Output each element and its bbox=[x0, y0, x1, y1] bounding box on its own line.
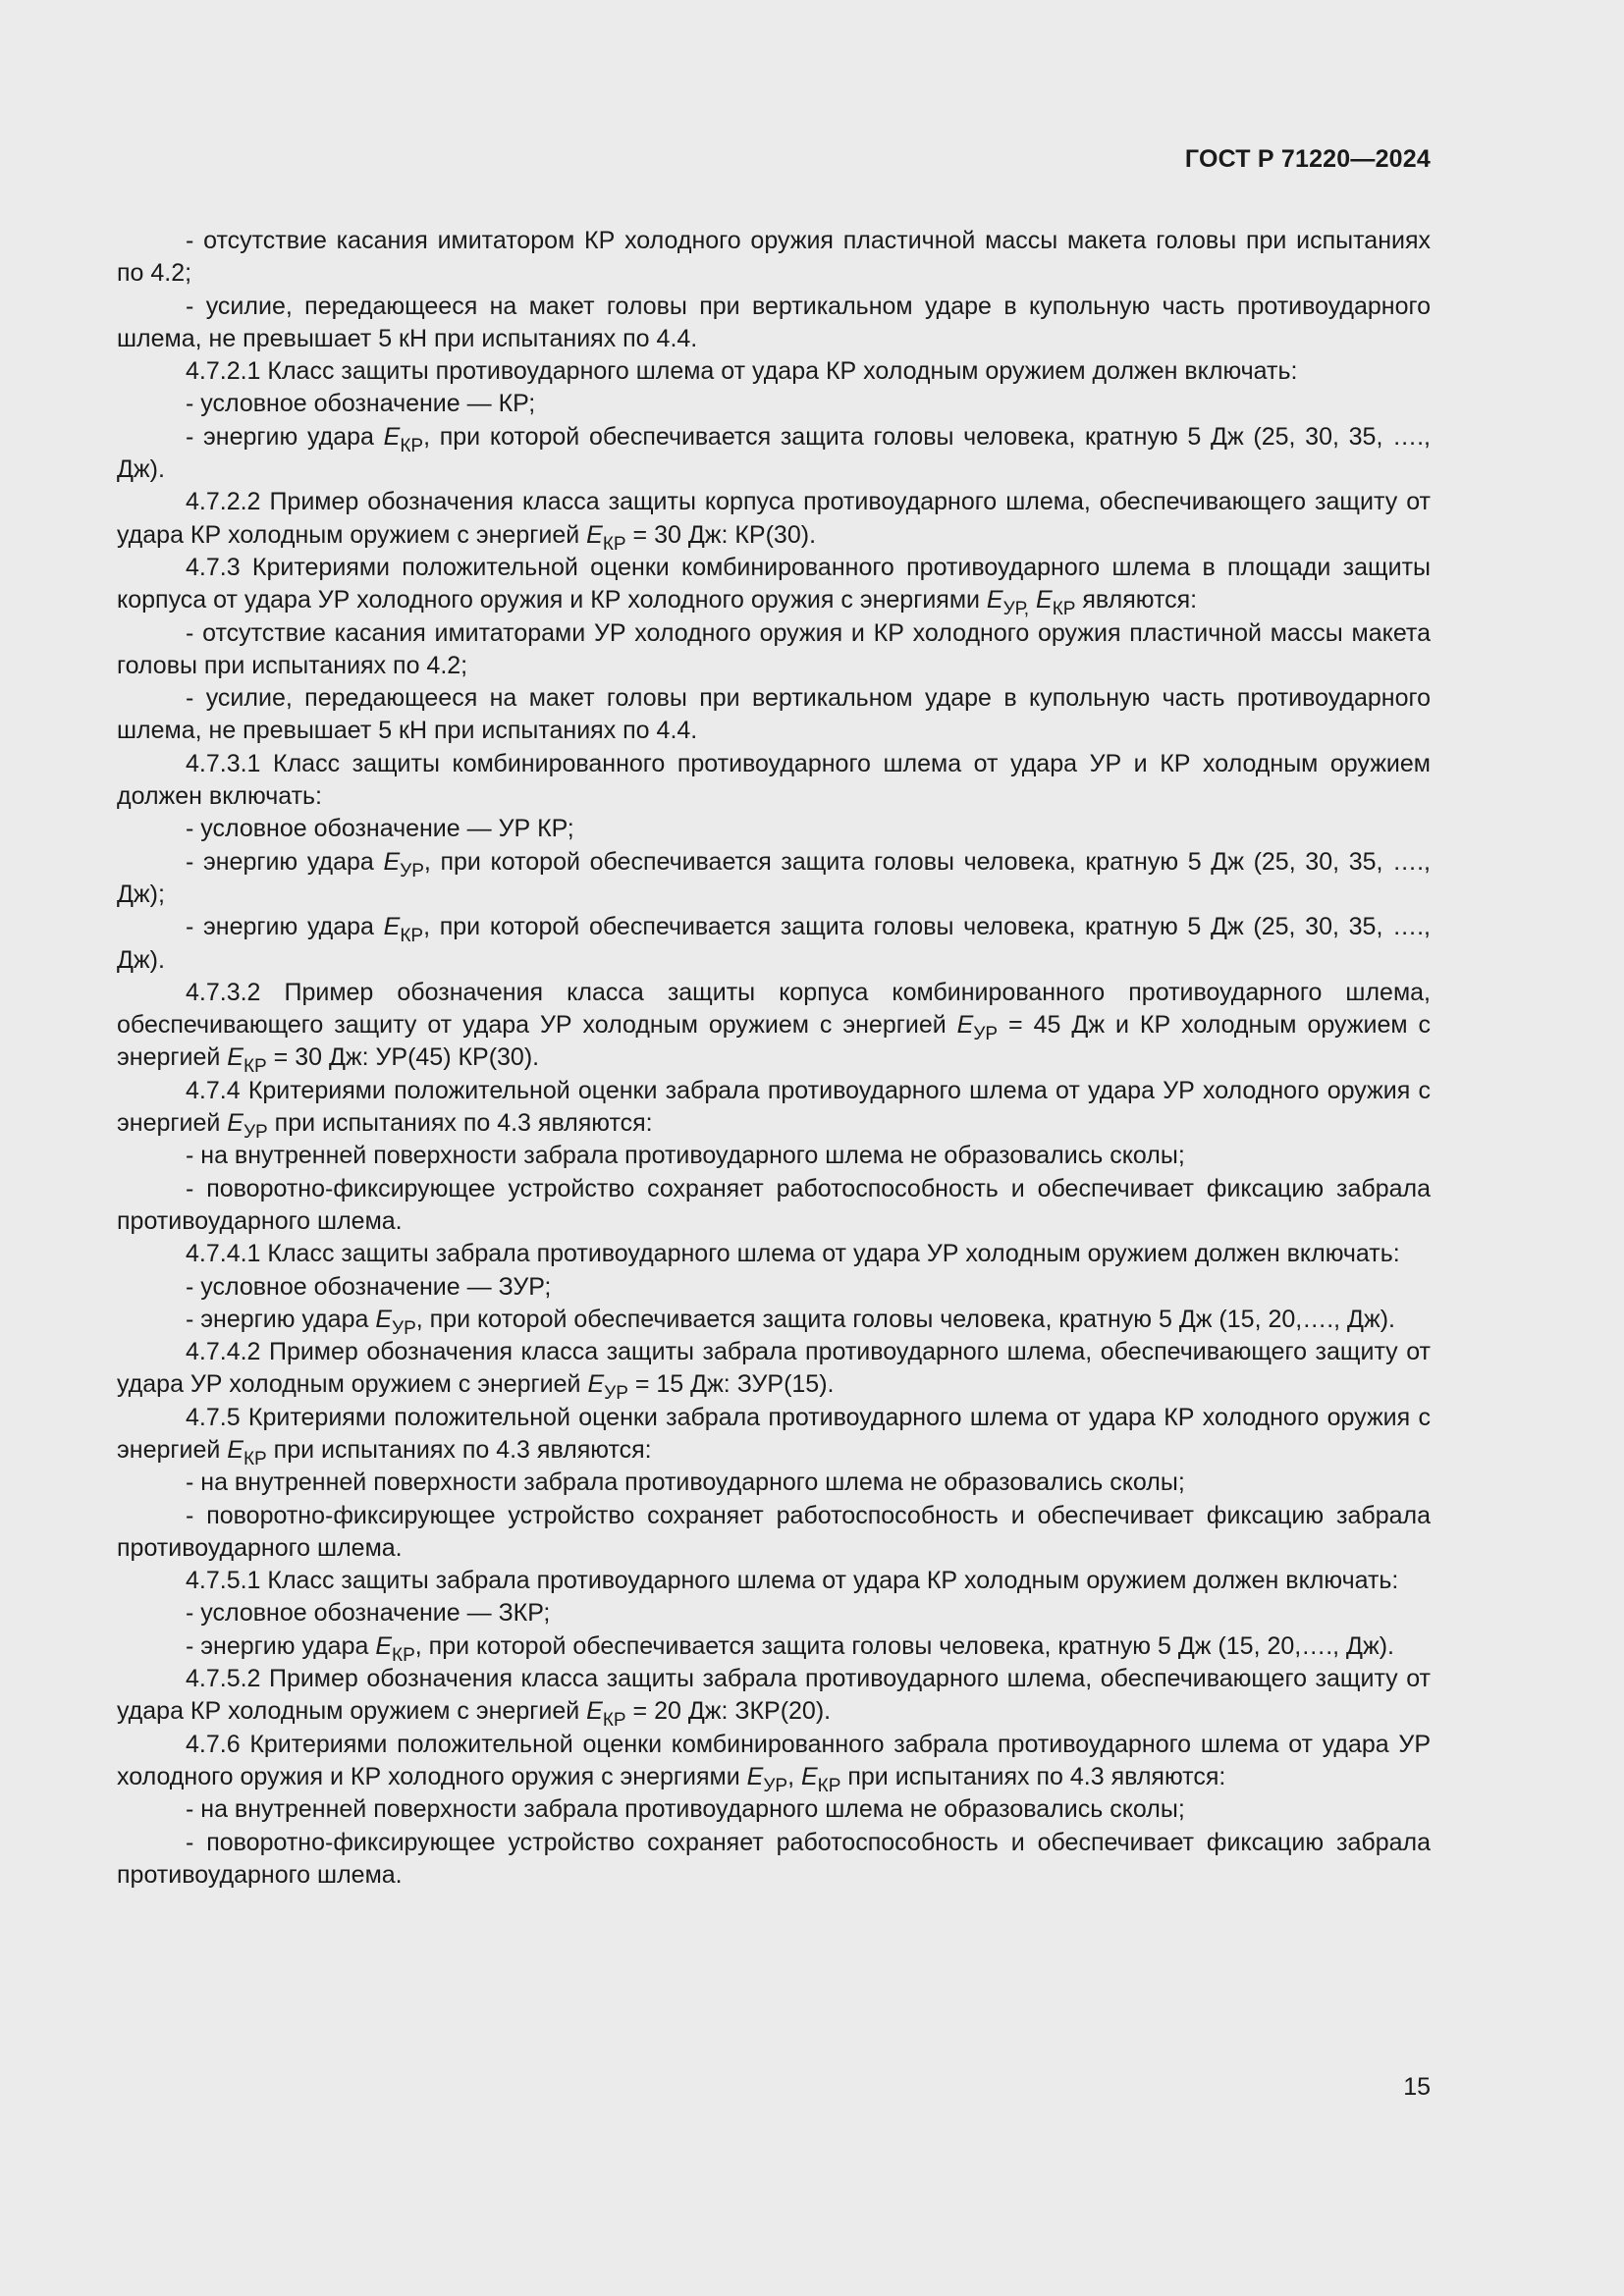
text-run: = 15 Дж: ЗУР(15). bbox=[627, 1370, 835, 1399]
paragraph bbox=[117, 813, 1431, 845]
symbol-letter: E bbox=[227, 1435, 244, 1464]
symbol-letter: E bbox=[986, 586, 1003, 614]
symbol-subscript: УР bbox=[243, 1122, 268, 1144]
energy-symbol bbox=[375, 1305, 416, 1339]
text-run: - энергию удара bbox=[186, 847, 384, 876]
paragraph bbox=[117, 1630, 1431, 1666]
energy-symbol bbox=[586, 520, 626, 555]
text-run: - усилие, передающееся на макет головы при вертикальном ударе в купольную часть противоударного шлема, не превышает 5 кН при испытаниях по 4.4. bbox=[117, 292, 1431, 352]
symbol-subscript: УР bbox=[604, 1383, 628, 1405]
text-run: , при которой обеспечивается защита головы человека, кратную 5 Дж (15, 20,…., Дж). bbox=[414, 1631, 1394, 1660]
paragraph bbox=[117, 1597, 1431, 1629]
symbol-subscript: УР, bbox=[1002, 599, 1030, 620]
text-run: - условное обозначение — УР КР; bbox=[186, 815, 574, 843]
text-run: - энергию удара bbox=[186, 1305, 376, 1333]
paragraph bbox=[117, 682, 1431, 748]
energy-symbol bbox=[800, 1762, 841, 1796]
text-run: - на внутренней поверхности забрала противоударного шлема не образовались сколы; bbox=[186, 1795, 1185, 1824]
text-run: - условное обозначение — ЗКР; bbox=[186, 1599, 551, 1628]
paragraph bbox=[117, 1271, 1431, 1304]
symbol-letter: E bbox=[375, 1631, 393, 1660]
energy-symbol bbox=[586, 1697, 626, 1732]
paragraph bbox=[117, 421, 1431, 487]
energy-symbol bbox=[1036, 586, 1076, 620]
symbol-letter: E bbox=[1036, 586, 1053, 614]
symbol-subscript: УР bbox=[392, 1317, 416, 1339]
text-run: - поворотно-фиксирующее устройство сохраняет работоспособность и обеспечивает фиксацию забрала противоударного шлема. bbox=[117, 1501, 1431, 1562]
text-run: , bbox=[787, 1762, 801, 1790]
symbol-letter: E bbox=[800, 1762, 818, 1790]
energy-symbol bbox=[383, 847, 424, 881]
text-run: - энергию удара bbox=[186, 913, 384, 941]
energy-symbol bbox=[746, 1762, 788, 1796]
symbol-subscript: УР bbox=[400, 860, 424, 881]
energy-symbol bbox=[383, 913, 424, 947]
text-run: при испытаниях по 4.3 являются: bbox=[840, 1762, 1226, 1790]
text-run: 4.7.3.1 Класс защиты комбинированного противоударного шлема от удара УР и КР холодным оружием должен включать: bbox=[117, 749, 1431, 811]
energy-symbol bbox=[227, 1109, 268, 1144]
symbol-letter: E bbox=[746, 1762, 764, 1790]
paragraph bbox=[117, 748, 1431, 814]
paragraph bbox=[117, 1173, 1431, 1239]
document-header-code: ГОСТ Р 71220—2024 bbox=[1184, 145, 1431, 173]
paragraph bbox=[117, 1500, 1431, 1566]
symbol-subscript: КР bbox=[817, 1775, 841, 1796]
text-run: - отсутствие касания имитаторами УР холодного оружия и КР холодного оружия пластичной массы макета головы при испытаниях по 4.2; bbox=[117, 618, 1431, 679]
paragraph bbox=[117, 355, 1431, 388]
text-run: = 30 Дж: КР(30). bbox=[625, 520, 817, 549]
text-run: 4.7.4.2 Пример обозначения класса защиты забрала противоударного шлема, обеспечивающего защиту от удара УР холодным оружием с энергией bbox=[117, 1338, 1431, 1399]
text-run: = 20 Дж: ЗКР(20). bbox=[625, 1697, 832, 1726]
text-run bbox=[1029, 586, 1036, 614]
symbol-subscript: КР bbox=[602, 1710, 626, 1732]
text-run: - энергию удара bbox=[186, 1631, 376, 1660]
symbol-letter: E bbox=[587, 1370, 605, 1399]
energy-symbol bbox=[227, 1043, 267, 1078]
paragraph bbox=[117, 1565, 1431, 1597]
energy-symbol bbox=[383, 422, 424, 456]
paragraph bbox=[117, 388, 1431, 420]
text-run: при испытаниях по 4.3 являются: bbox=[266, 1435, 652, 1464]
energy-symbol bbox=[956, 1011, 999, 1045]
text-run: при испытаниях по 4.3 являются: bbox=[267, 1109, 653, 1138]
paragraph bbox=[117, 1402, 1431, 1468]
symbol-subscript: КР bbox=[400, 926, 424, 947]
symbol-letter: E bbox=[227, 1109, 244, 1138]
symbol-subscript: КР bbox=[243, 1056, 267, 1078]
symbol-letter: E bbox=[586, 520, 603, 549]
energy-symbol bbox=[375, 1631, 415, 1666]
paragraph bbox=[117, 617, 1431, 683]
symbol-letter: E bbox=[383, 847, 401, 876]
text-run: 4.7.2.2 Пример обозначения класса защиты корпуса противоударного шлема, обеспечивающего защиту от удара КР холодным оружием с энергией bbox=[117, 488, 1431, 549]
symbol-letter: E bbox=[383, 913, 401, 941]
symbol-subscript: УР bbox=[973, 1024, 999, 1045]
text-run: , при которой обеспечивается защита головы человека, кратную 5 Дж (15, 20,…., Дж). bbox=[415, 1305, 1395, 1333]
symbol-letter: E bbox=[586, 1697, 603, 1726]
text-run: - на внутренней поверхности забрала противоударного шлема не образовались сколы; bbox=[186, 1142, 1185, 1170]
text-run: 4.7.4.1 Класс защиты забрала противоударного шлема от удара УР холодным оружием должен включать: bbox=[186, 1240, 1400, 1268]
text-run: 4.7.4 Критериями положительной оценки забрала противоударного шлема от удара УР холодного оружия с энергией bbox=[117, 1076, 1431, 1138]
paragraph bbox=[117, 1663, 1431, 1732]
document-body bbox=[117, 225, 1431, 1892]
paragraph bbox=[117, 225, 1431, 291]
paragraph bbox=[117, 291, 1431, 356]
energy-symbol bbox=[986, 586, 1030, 620]
symbol-subscript: УР bbox=[763, 1775, 788, 1796]
text-run: - на внутренней поверхности забрала противоударного шлема не образовались сколы; bbox=[186, 1468, 1185, 1497]
text-run: - отсутствие касания имитатором КР холодного оружия пластичной массы макета головы при испытаниях по 4.2; bbox=[117, 227, 1431, 288]
energy-symbol bbox=[227, 1435, 267, 1469]
text-run: 4.7.6 Критериями положительной оценки комбинированного забрала противоударного шлема от удара УР холодного оружия и КР холодного оружия с энергиями bbox=[117, 1730, 1431, 1790]
text-run: = 45 Дж и КР холодным оружием с энергией bbox=[117, 1011, 1431, 1072]
text-run: - условное обозначение — КР; bbox=[186, 390, 536, 418]
text-run: - энергию удара bbox=[186, 422, 384, 451]
paragraph bbox=[117, 1336, 1431, 1405]
paragraph bbox=[117, 846, 1431, 912]
paragraph bbox=[117, 977, 1431, 1078]
text-run: - поворотно-фиксирующее устройство сохраняет работоспособность и обеспечивает фиксацию забрала противоударного шлема. bbox=[117, 1828, 1431, 1889]
text-run: 4.7.5 Критериями положительной оценки забрала противоударного шлема от удара КР холодного оружия с энергией bbox=[117, 1403, 1431, 1464]
paragraph bbox=[117, 1304, 1431, 1339]
text-run: , при которой обеспечивается защита головы человека, кратную 5 Дж (25, 30, 35, …., Дж). bbox=[117, 913, 1431, 974]
paragraph bbox=[117, 552, 1431, 620]
page-number: 15 bbox=[1403, 2073, 1431, 2101]
paragraph bbox=[117, 1729, 1431, 1794]
symbol-subscript: КР bbox=[243, 1448, 267, 1469]
text-run: являются: bbox=[1075, 586, 1198, 614]
paragraph bbox=[117, 1238, 1431, 1270]
symbol-subscript: КР bbox=[400, 435, 424, 456]
text-run: = 30 Дж: УР(45) КР(30). bbox=[266, 1043, 540, 1072]
paragraph bbox=[117, 1467, 1431, 1499]
text-run: 4.7.5.1 Класс защиты забрала противоударного шлема от удара КР холодным оружием должен включать: bbox=[186, 1567, 1399, 1595]
text-run: , при которой обеспечивается защита головы человека, кратную 5 Дж (25, 30, 35, …., Дж); bbox=[117, 847, 1431, 908]
symbol-subscript: КР bbox=[1052, 599, 1076, 620]
symbol-letter: E bbox=[956, 1011, 974, 1040]
paragraph bbox=[117, 1140, 1431, 1172]
paragraph bbox=[117, 1075, 1431, 1144]
text-run: 4.7.2.1 Класс защиты противоударного шлема от удара КР холодным оружием должен включать: bbox=[186, 357, 1298, 386]
text-run: - поворотно-фиксирующее устройство сохраняет работоспособность и обеспечивает фиксацию забрала противоударного шлема. bbox=[117, 1174, 1431, 1235]
text-run: 4.7.5.2 Пример обозначения класса защиты забрала противоударного шлема, обеспечивающего защиту от удара КР холодным оружием с энергией bbox=[117, 1665, 1431, 1726]
paragraph bbox=[117, 1827, 1431, 1893]
symbol-letter: E bbox=[375, 1305, 393, 1333]
paragraph bbox=[117, 486, 1431, 555]
symbol-subscript: КР bbox=[392, 1644, 415, 1666]
text-run: - усилие, передающееся на макет головы при вертикальном ударе в купольную часть противоударного шлема, не превышает 5 кН при испытаниях по 4.4. bbox=[117, 684, 1431, 745]
text-run: - условное обозначение — ЗУР; bbox=[186, 1272, 552, 1301]
paragraph bbox=[117, 1793, 1431, 1826]
text-run: 4.7.3 Критериями положительной оценки комбинированного противоударного шлема в площади защиты корпуса от удара УР холодного оружия и КР холодного оружия с энергиями bbox=[117, 553, 1431, 614]
symbol-letter: E bbox=[383, 422, 401, 451]
symbol-subscript: КР bbox=[602, 533, 626, 555]
text-run: , при которой обеспечивается защита головы человека, кратную 5 Дж (25, 30, 35, …., Дж). bbox=[117, 422, 1431, 484]
energy-symbol bbox=[587, 1370, 628, 1405]
paragraph bbox=[117, 911, 1431, 977]
symbol-letter: E bbox=[227, 1043, 244, 1072]
text-run: 4.7.3.2 Пример обозначения класса защиты корпуса комбинированного противоударного шлема, обеспечивающего защиту от удара УР холодным оружием с энергией bbox=[117, 978, 1431, 1040]
